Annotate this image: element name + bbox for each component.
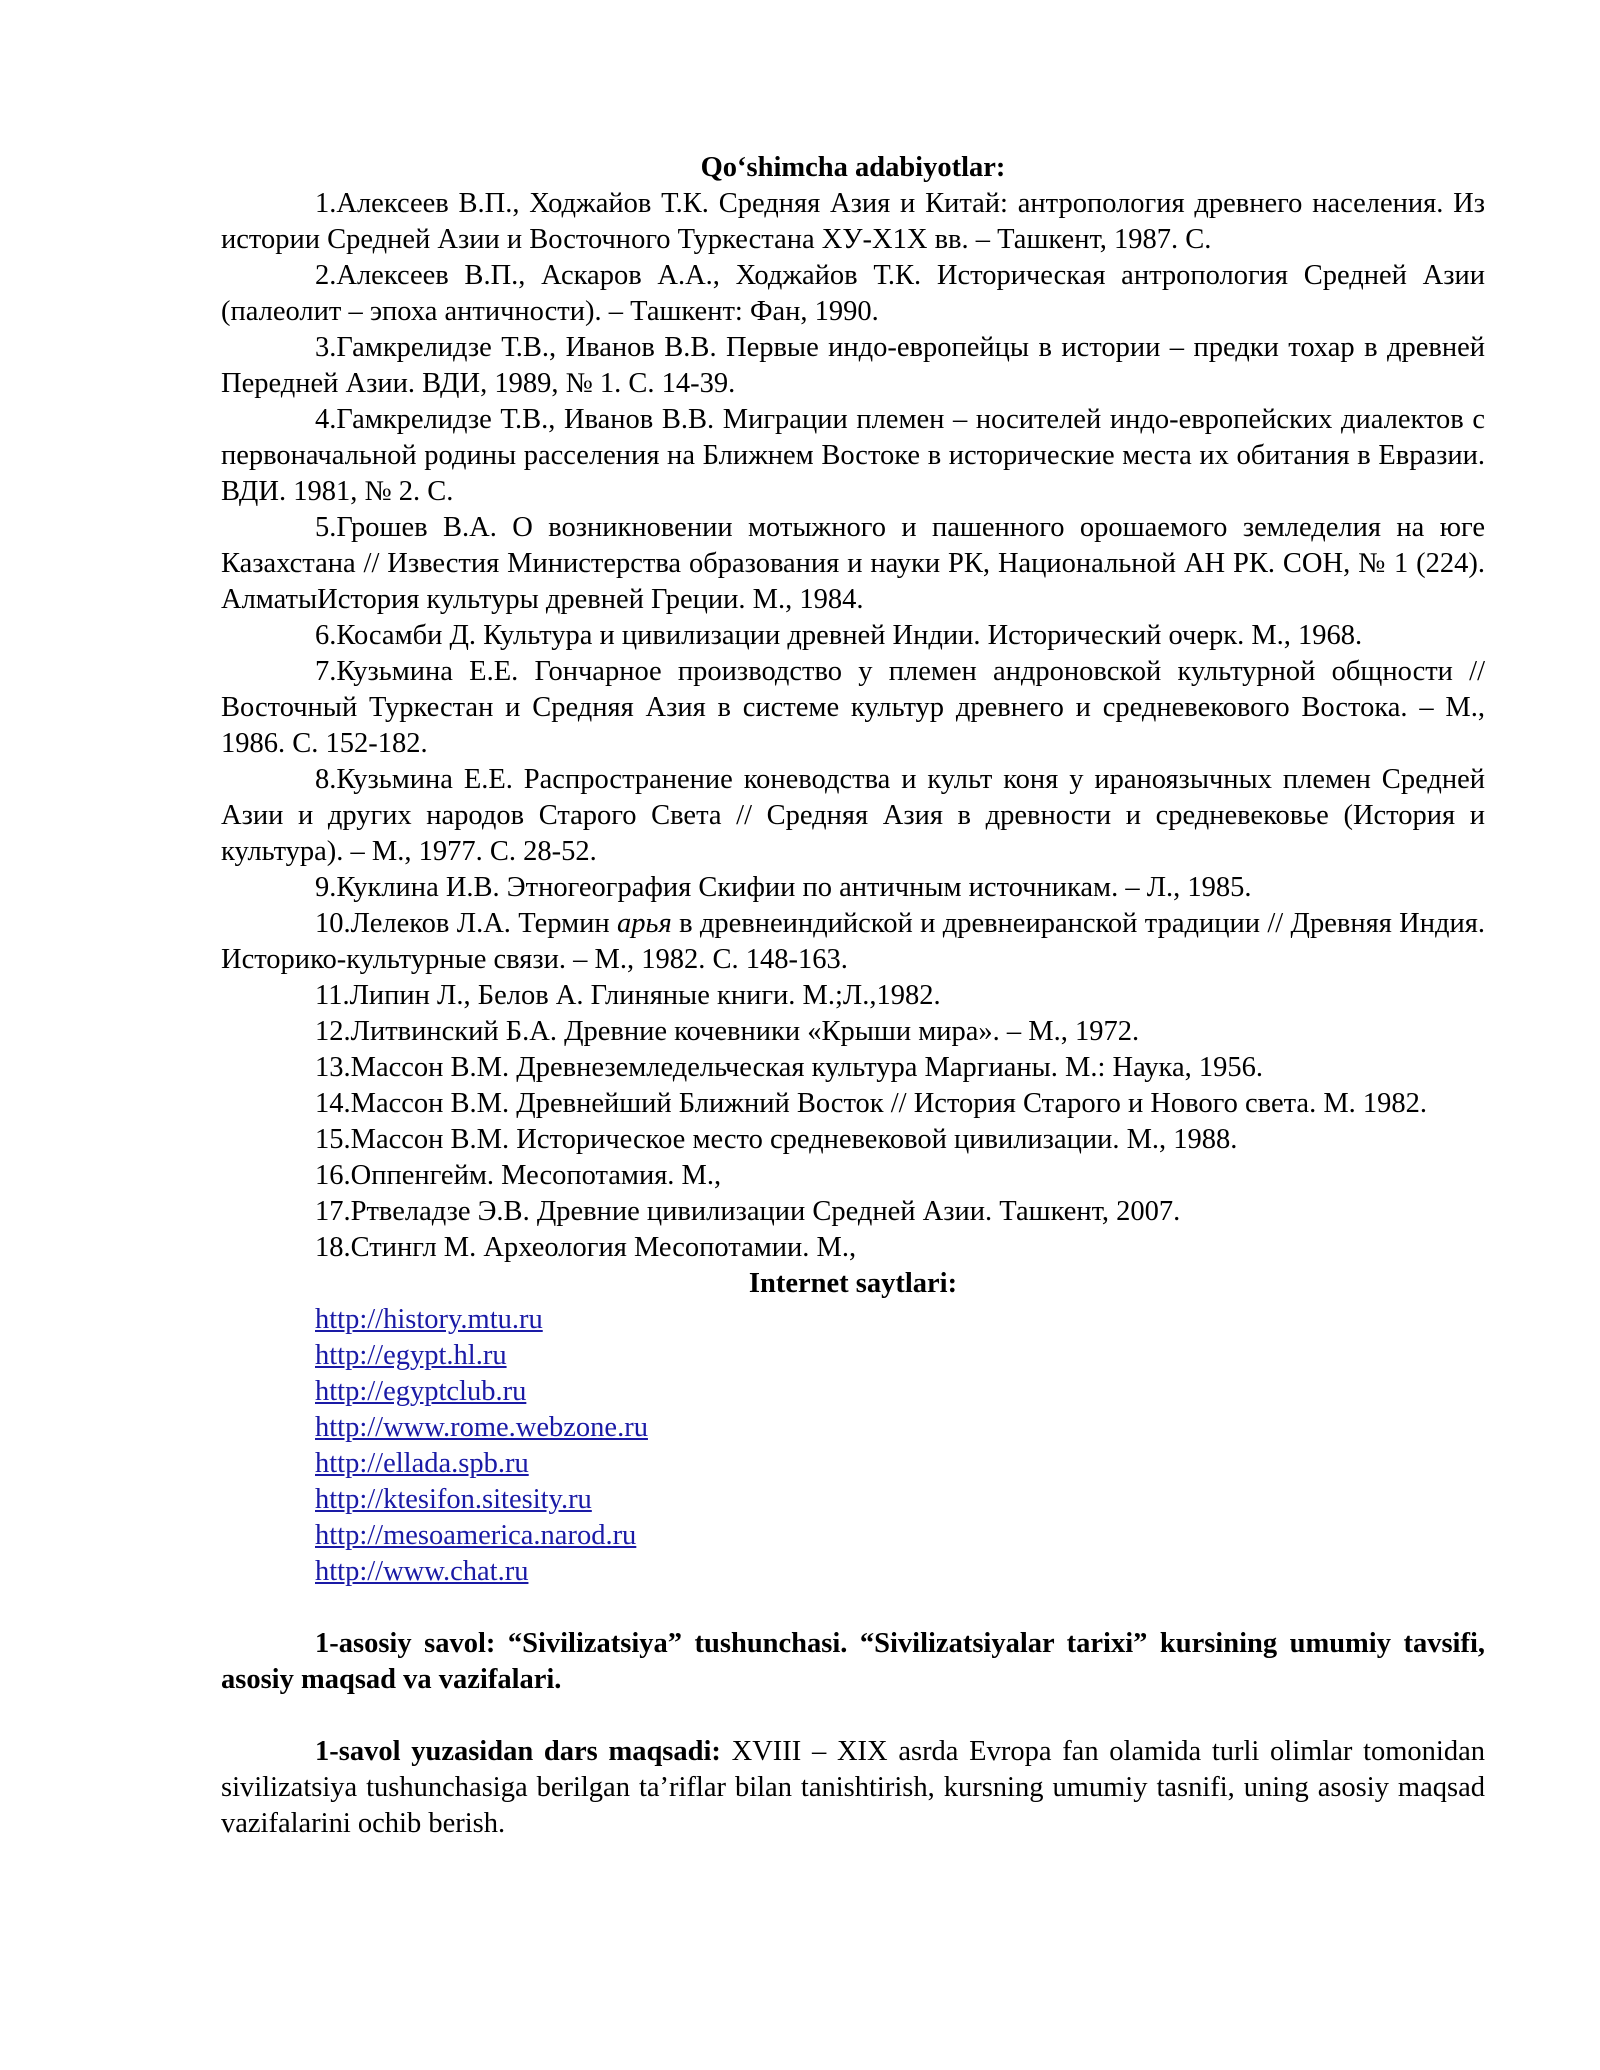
- reference-item: 9.Куклина И.В. Этногеография Скифии по античным источникам. – Л., 1985.: [315, 872, 1252, 903]
- reference-item: 15.Массон В.М. Историческое место средневековой цивилизации. М., 1988.: [315, 1124, 1238, 1155]
- website-link[interactable]: http://ktesifon.sitesity.ru: [315, 1484, 592, 1515]
- website-link[interactable]: http://egyptclub.ru: [315, 1376, 527, 1407]
- reference-item: 1.Алексеев В.П., Ходжайов Т.К. Средняя Азия и Китай: антропология древнего населения. Из истории Средней Азии и Восточного Туркестана ХУ-Х1Х вв. – Ташкент, 1987. С.: [221, 188, 1485, 255]
- lesson-goal-label: 1-savol yuzasidan dars maqsadi:: [315, 1736, 721, 1767]
- spacer: [221, 1590, 1485, 1626]
- website-link[interactable]: http://egypt.hl.ru: [315, 1340, 507, 1371]
- reference-item: 3.Гамкрелидзе Т.В., Иванов В.В. Первые индо-европейцы в истории – предки тохар в древней Передней Азии. ВДИ, 1989, № 1. С. 14-39.: [221, 332, 1485, 399]
- website-link[interactable]: http://www.chat.ru: [315, 1556, 529, 1587]
- reference-item: 18.Стингл М. Археология Месопотамии. М.,: [315, 1232, 857, 1263]
- reference-item: 11.Липин Л., Белов А. Глиняные книги. М.;Л.,1982.: [315, 980, 941, 1011]
- website-link[interactable]: http://mesoamerica.narod.ru: [315, 1520, 637, 1551]
- lesson-goal-text: XVIII – XIX asrda Evropa fan olamida turli olimlar tomonidan sivilizatsiya tushunchasiga berilgan ta’riflar bilan tanishtirish, kursning umumiy tasnifi, uning asosiy maqsad vazifalarini ochib berish.: [221, 1736, 1485, 1839]
- reference-item: 13.Массон В.М. Древнеземледельческая культура Маргианы. М.: Наука, 1956.: [315, 1052, 1263, 1083]
- reference-item: 16.Оппенгейм. Месопотамия. М.,: [315, 1160, 722, 1191]
- website-link[interactable]: http://history.mtu.ru: [315, 1304, 543, 1335]
- reference-item: 8.Кузьмина Е.Е. Распространение коневодства и культ коня у ираноязычных племен Средней Азии и других народов Старого Света // Средняя Азия в древности и средневековье (История и культура). – М., 1977. С. 28-52.: [221, 764, 1485, 867]
- reference-item: 2.Алексеев В.П., Аскаров А.А., Ходжайов Т.К. Историческая антропология Средней Азии (палеолит – эпоха античности). – Ташкент: Фан, 1990.: [221, 260, 1485, 327]
- internet-heading: Internet saytlari:: [748, 1268, 958, 1299]
- website-link[interactable]: http://www.rome.webzone.ru: [315, 1412, 648, 1443]
- spacer: [221, 1698, 1485, 1734]
- reference-item: 14.Массон В.М. Древнейший Ближний Восток // История Старого и Нового света. М. 1982.: [315, 1088, 1428, 1119]
- reference-item: [221, 906, 1485, 978]
- question-title: 1-asosiy savol: “Sivilizatsiya” tushunchasi. “Sivilizatsiyalar tarixi” kursining umumiy tavsifi, asosiy maqsad va vazifalari.: [221, 1628, 1485, 1695]
- reference-item: 17.Ртвеладзе Э.В. Древние цивилизации Средней Азии. Ташкент, 2007.: [315, 1196, 1181, 1227]
- reference-item: 7.Кузьмина Е.Е. Гончарное производство у племен андроновской культурной общности // Восточный Туркестан и Средняя Азия в системе культур древнего и средневекового Востока. – М., 1986. С. 152-182.: [221, 656, 1485, 759]
- link-list: [221, 1302, 1485, 1590]
- reference-item: 12.Литвинский Б.А. Древние кочевники «Крыши мира». – М., 1972.: [315, 1016, 1140, 1047]
- lesson-goal-paragraph: [221, 1734, 1485, 1842]
- reference-text: в древнеиндийской и древнеиранской традиции // Древняя Индия. Историко-культурные связи. – М., 1982. С. 148-163.: [221, 908, 1485, 975]
- reference-italic-term: арья: [616, 908, 672, 939]
- references-heading: Qo‘shimcha adabiyotlar:: [700, 152, 1006, 183]
- reference-text: 10.Лелеков Л.А. Термин: [315, 908, 617, 939]
- reference-list: [221, 186, 1485, 1266]
- reference-item: 6.Косамби Д. Культура и цивилизации древней Индии. Исторический очерк. М., 1968.: [315, 620, 1363, 651]
- document-page: [221, 150, 1485, 1842]
- reference-item: 5.Грошев В.А. О возникновении мотыжного и пашенного орошаемого земледелия на юге Казахстана // Известия Министерства образования и науки РК, Национальной АН РК. СОН, № 1 (224). АлматыИстория культуры древней Греции. М., 1984.: [221, 512, 1485, 615]
- reference-item: 4.Гамкрелидзе Т.В., Иванов В.В. Миграции племен – носителей индо-европейских диалектов с первоначальной родины расселения на Ближнем Востоке в исторические места их обитания в Евразии. ВДИ. 1981, № 2. С.: [221, 404, 1485, 507]
- website-link[interactable]: http://ellada.spb.ru: [315, 1448, 529, 1479]
